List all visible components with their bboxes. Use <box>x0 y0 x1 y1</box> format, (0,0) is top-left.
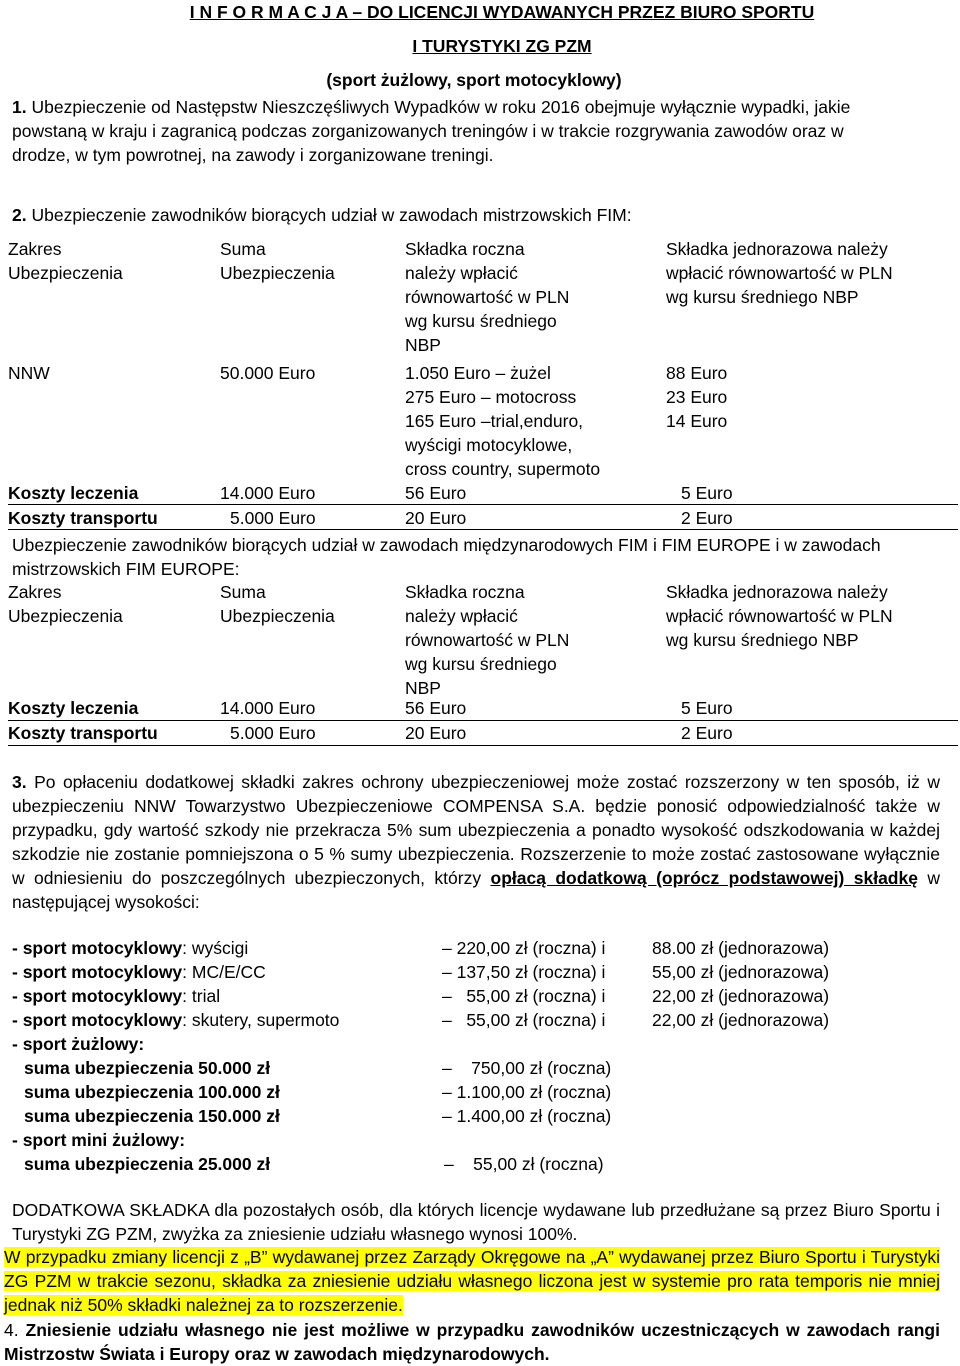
section-3: 3. Po opłaceniu dodatkowej składki zakres ochrony ubezpieczeniowej może zostać rozszerzony w ten sposób, iż w ubezpieczeniu NNW Towarzystwo Ubezpieczeniowe COMPENSA S.A. będzie ponosić odpowiedzialność także w przypadku, gdy wartość szkody nie przekracza 5% sum ubezpieczenia a ponadto wysokość odszkodowania w każdej szkodzie nie zostanie pomniejszona o 5 % sumy ubezpieczenia. Rozszerzenie to może zostać zastosowane wyłącznie w odniesieniu do poszczególnych ubezpieczonych, którzy opłacą dodatkową (oprócz podstawowej) składkę w następującej wysokości: <box>12 772 940 912</box>
section-1-text: Ubezpieczenie od Następstw Nieszczęśliwych Wypadków w roku 2016 obejmuje wyłącznie wypadki, jakie powstaną w kraju i zagranicą podczas zorganizowanych treningów i w trakcie rozgrywania zawodów oraz w drodze, w tym powrotnej, na zawody i zorganizowane treningi. <box>12 97 851 165</box>
fim-insurance-table <box>8 237 958 531</box>
table-rule <box>8 745 958 746</box>
table-rule <box>8 504 958 505</box>
list-item: suma ubezpieczenia 100.000 zł – 1.100,00 zł (roczna) <box>24 1082 612 1102</box>
list-item: suma ubezpieczenia 50.000 zł – 750,00 zł (roczna) <box>24 1058 612 1078</box>
table-row: Koszty transportu 5.000 Euro 20 Euro 2 Euro <box>8 723 733 743</box>
license-change-note: W przypadku zmiany licencji z „B” wydawanej przez Zarządy Okręgowe na „A” wydawanej przez Biuro Sportu i Turystyki ZG PZM w trakcie sezonu, składka za zniesienie udziału własnego liczona jest w systemie pro rata temporis nie mniej jednak niż 50% składki należnej za to rozszerzenie. <box>4 1247 940 1315</box>
table-row: Koszty transportu 5.000 Euro 20 Euro 2 Euro <box>8 508 733 528</box>
list-item: - sport mini żużlowy: <box>12 1130 186 1150</box>
table-row: Koszty leczenia 14.000 Euro 56 Euro 5 Euro <box>8 698 733 718</box>
list-item: - sport motocyklowy: trial – 55,00 zł (roczna) i 22,00 zł (jednorazowa) <box>12 986 830 1006</box>
section-2: 2. Ubezpieczenie zawodników biorących udział w zawodach mistrzowskich FIM: <box>12 205 632 225</box>
table-row-nnw: NNW 50.000 Euro 1.050 Euro – żużel 275 Euro – motocross 165 Euro –trial,enduro, wyścigi motocyklowe, cross country, supermoto 88 Euro 23 Euro 14 Euro <box>8 363 728 479</box>
international-text: Ubezpieczenie zawodników biorących udział w zawodach międzynarodowych FIM i FIM EUROPE i w zawodach mistrzowskich FIM EUROPE: <box>12 535 881 579</box>
table-header <box>8 237 958 361</box>
additional-fee-emphasis: opłacą dodatkową (oprócz podstawowej) składkę <box>490 868 918 888</box>
list-item: suma ubezpieczenia 150.000 zł – 1.400,00 zł (roczna) <box>24 1106 612 1126</box>
section-1: 1. Ubezpieczenie od Następstw Nieszczęśliwych Wypadków w roku 2016 obejmuje wyłącznie wypadki, jakie powstaną w kraju i zagranicą podczas zorganizowanych treningów i w trakcie rozgrywania zawodów oraz w drodze, w tym powrotnej, na zawody i zorganizowane treningi. <box>12 97 851 165</box>
header-col-jednorazowa: Składka jednorazowa należy wpłacić równowartość w PLN wg kursu średniego NBP <box>666 582 893 650</box>
list-item: - sport żużlowy: <box>12 1034 145 1054</box>
header-col-zakres: Zakres Ubezpieczenia <box>8 239 123 283</box>
header-col-suma: Suma Ubezpieczenia <box>220 582 335 626</box>
section-4: 4. Zniesienie udziału własnego nie jest możliwe w przypadku zawodników uczestniczących w zawodach rangi Mistrzostw Świata i Europy oraz w zawodach międzynarodowych. <box>4 1320 940 1364</box>
header-col-jednorazowa: Składka jednorazowa należy wpłacić równowartość w PLN wg kursu średniego NBP <box>666 239 893 307</box>
list-item: suma ubezpieczenia 25.000 zł – 55,00 zł (roczna) <box>24 1154 604 1174</box>
table-row: Koszty leczenia 14.000 Euro 56 Euro 5 Euro <box>8 483 733 503</box>
header-col-zakres: Zakres Ubezpieczenia <box>8 582 123 626</box>
list-item: - sport motocyklowy: MC/E/CC – 137,50 zł (roczna) i 55,00 zł (jednorazowa) <box>12 962 830 982</box>
list-item: - sport motocyklowy: wyścigi – 220,00 zł (roczna) i 88.00 zł (jednorazowa) <box>12 938 830 958</box>
extra-fee-text: DODATKOWA SKŁADKA dla pozostałych osób, dla których licencje wydawane lub przedłużane są przez Biuro Sportu i Turystyki ZG PZM, zwyżka za zniesienie udziału własnego wynosi 100%. <box>12 1200 940 1244</box>
header-col-suma: Suma Ubezpieczenia <box>220 239 335 283</box>
section-2-text: Ubezpieczenie zawodników biorących udział w zawodach mistrzowskich FIM: <box>31 205 632 225</box>
fim-europe-insurance-table <box>8 580 958 746</box>
table-header <box>8 580 958 696</box>
header-line-1: I N F O R M A C J A – DO LICENCJI WYDAWANYCH PRZEZ BIURO SPORTU <box>189 2 815 22</box>
table-rule <box>8 720 958 721</box>
header-col-roczna: Składka roczna należy wpłacić równowartość w PLN wg kursu średniego NBP <box>405 582 570 698</box>
table-rule <box>8 529 958 530</box>
header-line-2: I TURYSTYKI ZG PZM <box>412 36 592 56</box>
list-item: - sport motocyklowy: skutery, supermoto – 55,00 zł (roczna) i 22,00 zł (jednorazowa) <box>12 1010 830 1030</box>
header-col-roczna: Składka roczna należy wpłacić równowartość w PLN wg kursu średniego NBP <box>405 239 570 355</box>
header-line-3: (sport żużlowy, sport motocyklowy) <box>326 70 622 90</box>
